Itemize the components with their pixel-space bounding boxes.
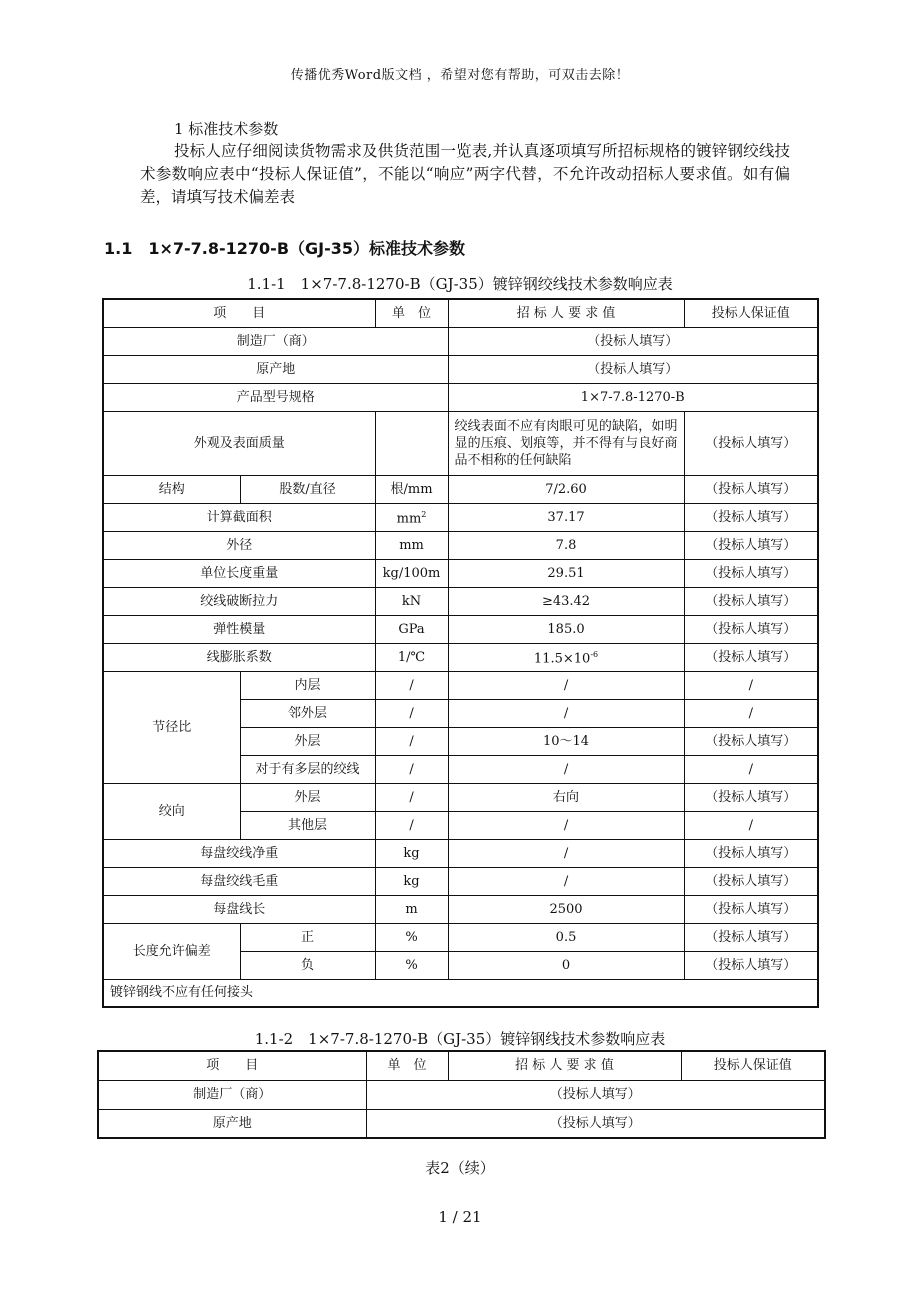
row-value: 29.51 [448, 559, 684, 587]
unit-superscript: 2 [421, 510, 427, 520]
row-sublabel: 内层 [240, 671, 375, 699]
row-guarantee: / [684, 699, 818, 727]
row-value: ≥43.42 [448, 587, 684, 615]
row-unit: / [375, 671, 448, 699]
row-unit: / [375, 727, 448, 755]
intro-paragraph: 投标人应仔细阅读货物需求及供货范围一览表,并认真逐项填写所招标规格的镀锌钢绞线技术参数响应表中“投标人保证值”，不能以“响应”两字代替，不允许改动招标人要求值。如有偏差，请填写技术偏差表 [140, 142, 790, 206]
table-row [103, 587, 818, 615]
table-note: 镀锌钢线不应有任何接头 [103, 979, 818, 1007]
table-header-row [103, 299, 818, 327]
row-label: 弹性模量 [103, 615, 375, 643]
table-row [103, 327, 818, 355]
fill-cell: （投标人填写） [448, 355, 818, 383]
row-value: 右向 [448, 783, 684, 811]
fill-cell: （投标人填写） [366, 1080, 825, 1109]
header-unit: 单 位 [375, 299, 448, 327]
row-label: 单位长度重量 [103, 559, 375, 587]
row-value: 185.0 [448, 615, 684, 643]
row-unit: m [375, 895, 448, 923]
table-row [103, 895, 818, 923]
fill-cell: （投标人填写） [366, 1109, 825, 1138]
fill-cell: （投标人填写） [684, 615, 818, 643]
row-unit [375, 503, 448, 531]
row-value: 2500 [448, 895, 684, 923]
table-row [103, 411, 818, 475]
row-unit: kg [375, 867, 448, 895]
row-value: 7/2.60 [448, 475, 684, 503]
header-guaranteed: 投标人保证值 [684, 299, 818, 327]
row-sublabel: 负 [240, 951, 375, 979]
model-value: 1×7-7.8-1270-B [448, 383, 818, 411]
header-unit: 单 位 [366, 1051, 448, 1080]
fill-cell: （投标人填写） [684, 643, 818, 671]
row-sublabel: 正 [240, 923, 375, 951]
header-item: 项 目 [103, 299, 375, 327]
table-row [103, 355, 818, 383]
fill-cell: （投标人填写） [684, 587, 818, 615]
table-row [103, 559, 818, 587]
row-unit: 根/mm [375, 475, 448, 503]
header-required: 招 标 人 要 求 值 [448, 299, 684, 327]
row-unit: / [375, 811, 448, 839]
row-value: / [448, 671, 684, 699]
row-value: 0.5 [448, 923, 684, 951]
row-value: / [448, 755, 684, 783]
row-unit [375, 411, 448, 475]
table-row [103, 643, 818, 671]
row-label: 制造厂（商） [103, 327, 448, 355]
table-row [103, 839, 818, 867]
table-row [103, 503, 818, 531]
row-label: 外径 [103, 531, 375, 559]
row-unit: / [375, 783, 448, 811]
table-row [103, 923, 818, 951]
row-unit: / [375, 755, 448, 783]
lay-direction-label: 绞向 [103, 783, 240, 839]
table-row [103, 867, 818, 895]
table-row [103, 531, 818, 559]
row-unit: kN [375, 587, 448, 615]
row-unit: kg/100m [375, 559, 448, 587]
table-row [98, 1080, 825, 1109]
pitch-ratio-label: 节径比 [103, 671, 240, 783]
fill-cell: （投标人填写） [684, 475, 818, 503]
row-label: 原产地 [103, 355, 448, 383]
row-sublabel: 其他层 [240, 811, 375, 839]
row-unit: % [375, 923, 448, 951]
row-unit: kg [375, 839, 448, 867]
row-value: / [448, 839, 684, 867]
fill-cell: （投标人填写） [448, 327, 818, 355]
row-unit: % [375, 951, 448, 979]
table-continued-label: 表2（续） [425, 1159, 495, 1177]
row-value: 10～14 [448, 727, 684, 755]
length-tolerance-label: 长度允许偏差 [103, 923, 240, 979]
section-title: 1 标准技术参数 [174, 120, 279, 138]
table-row [103, 475, 818, 503]
row-sublabel: 外层 [240, 783, 375, 811]
row-guarantee: / [684, 811, 818, 839]
fill-cell: （投标人填写） [684, 951, 818, 979]
table1-caption: 1.1-1 1×7-7.8-1270-B（GJ-35）镀锌钢绞线技术参数响应表 [247, 275, 673, 293]
row-label: 制造厂（商） [98, 1080, 366, 1109]
value-superscript: -6 [590, 650, 599, 660]
row-guarantee: （投标人填写） [684, 727, 818, 755]
row-label: 每盘绞线毛重 [103, 867, 375, 895]
row-guarantee: / [684, 671, 818, 699]
table-note-row [103, 979, 818, 1007]
fill-cell: （投标人填写） [684, 923, 818, 951]
header-item: 项 目 [98, 1051, 366, 1080]
table2-caption: 1.1-2 1×7-7.8-1270-B（GJ-35）镀锌钢线技术参数响应表 [254, 1030, 666, 1048]
header-note: 传播优秀Word版文档 ，希望对您有帮助，可双击去除！ [290, 68, 630, 83]
header-guaranteed: 投标人保证值 [681, 1051, 825, 1080]
page-number: 1 / 21 [438, 1208, 482, 1226]
row-guarantee: / [684, 755, 818, 783]
fill-cell: （投标人填写） [684, 895, 818, 923]
table-row [103, 783, 818, 811]
row-value: / [448, 811, 684, 839]
strands-label: 股数/直径 [240, 475, 375, 503]
row-sublabel: 外层 [240, 727, 375, 755]
row-value: 0 [448, 951, 684, 979]
structure-label: 结构 [103, 475, 240, 503]
spec-table-2 [97, 1050, 826, 1139]
fill-cell: （投标人填写） [684, 839, 818, 867]
subsection-heading: 1.1 1×7-7.8-1270-B（GJ-35）标准技术参数 [104, 239, 466, 258]
row-label: 外观及表面质量 [103, 411, 375, 475]
fill-cell: （投标人填写） [684, 503, 818, 531]
row-label: 产品型号规格 [103, 383, 448, 411]
unit-text: mm [396, 511, 422, 527]
row-value: 7.8 [448, 531, 684, 559]
row-value: / [448, 699, 684, 727]
header-required: 招 标 人 要 求 值 [448, 1051, 681, 1080]
row-unit: 1/℃ [375, 643, 448, 671]
fill-cell: （投标人填写） [684, 867, 818, 895]
table-row [103, 671, 818, 699]
row-value [448, 643, 684, 671]
row-label: 绞线破断拉力 [103, 587, 375, 615]
row-unit: mm [375, 531, 448, 559]
row-value: 37.17 [448, 503, 684, 531]
row-label: 每盘绞线净重 [103, 839, 375, 867]
fill-cell: （投标人填写） [684, 411, 818, 475]
fill-cell: （投标人填写） [684, 559, 818, 587]
table-row [98, 1109, 825, 1138]
table-header-row [98, 1051, 825, 1080]
spec-table-1 [102, 298, 819, 1008]
row-label: 线膨胀系数 [103, 643, 375, 671]
row-sublabel: 邻外层 [240, 699, 375, 727]
appearance-requirement: 绞线表面不应有肉眼可见的缺陷，如明显的压痕、划痕等，并不得有与良好商品不相称的任何缺陷 [448, 411, 684, 475]
value-text: 11.5×10 [533, 651, 591, 667]
row-sublabel: 对于有多层的绞线 [240, 755, 375, 783]
row-unit: GPa [375, 615, 448, 643]
row-label: 每盘线长 [103, 895, 375, 923]
table-row [103, 615, 818, 643]
row-unit: / [375, 699, 448, 727]
row-value: / [448, 867, 684, 895]
row-guarantee: （投标人填写） [684, 783, 818, 811]
row-label: 原产地 [98, 1109, 366, 1138]
fill-cell: （投标人填写） [684, 531, 818, 559]
row-label: 计算截面积 [103, 503, 375, 531]
table-row [103, 383, 818, 411]
